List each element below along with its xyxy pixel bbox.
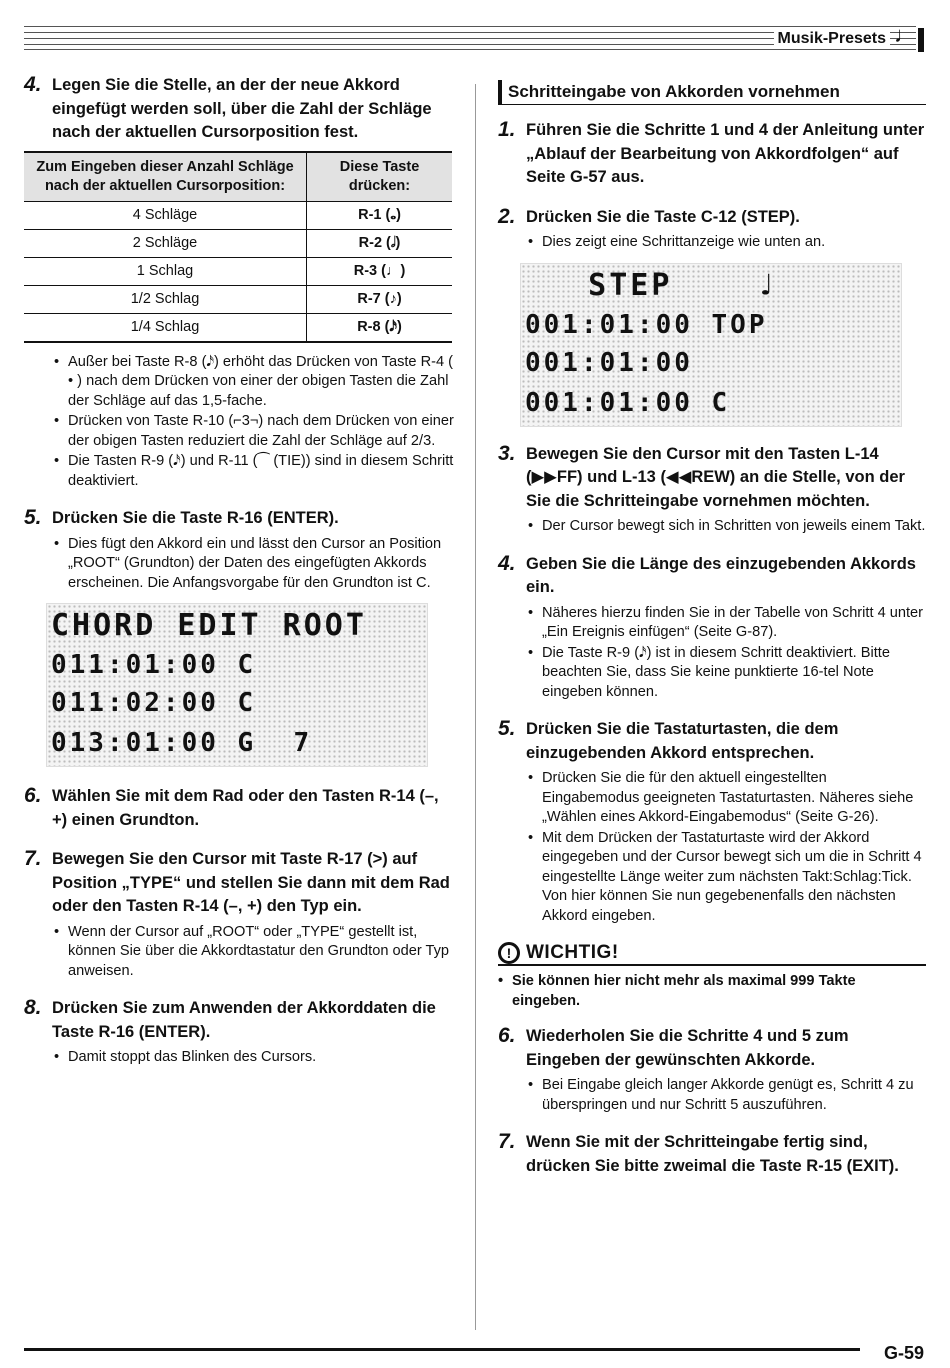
step-title: Wenn Sie mit der Schritteingabe fertig sind, drücken Sie bitte zweimal die Taste R-15 (EXIT). xyxy=(526,1133,899,1175)
left-column xyxy=(24,74,454,1084)
wichtig-text: • Sie können hier nicht mehr als maximal 999 Takte eingeben. xyxy=(498,972,926,1011)
left-step-7 xyxy=(24,848,454,981)
lcd-row: 001:01:00 C xyxy=(525,387,731,418)
bullet-item: • Die Taste R-9 (𝅘𝅥𝅯) ist in diesem Schritt deaktiviert. Bitte beachten Sie, dass Sie keine punktierte 16-tel Note eingeben können. xyxy=(542,644,926,703)
step-title: Drücken Sie die Taste R-16 (ENTER). xyxy=(52,509,339,527)
step-title: Führen Sie die Schritte 1 und 4 der Anleitung unter „Ablauf der Bearbeitung von Akkordfolgen“ auf Seite G-57 aus. xyxy=(526,121,925,186)
step-number: 7. xyxy=(24,847,42,870)
step-title: Legen Sie die Stelle, an der der neue Akkord eingefügt werden soll, über die Zahl der Schläge nach der aktuellen Cursorposition fest. xyxy=(52,76,432,141)
step-number: 1. xyxy=(498,118,516,141)
bullet-item: • Wenn der Cursor auf „ROOT“ oder „TYPE“ gestellt ist, können Sie über die Akkordtastatur den Grundton oder Typ anweisen. xyxy=(68,923,454,982)
right-step-4 xyxy=(498,553,926,703)
table-row xyxy=(24,201,452,229)
step-title: Bewegen Sie den Cursor mit Taste R-17 (>) auf Position „TYPE“ und stellen Sie dann mit dem Rad oder den Tasten R-14 (–, +) den Typ ein. xyxy=(52,850,450,915)
table-header: Zum Eingeben dieser Anzahl Schläge nach der aktuellen Cursorposition: xyxy=(24,152,307,202)
table-row xyxy=(24,285,452,313)
footer-line xyxy=(24,1348,860,1351)
bullet-item: • Dies fügt den Akkord ein und lässt den Cursor an Position „ROOT“ (Grundton) der Daten des eingefügten Akkords erscheinen. Die Anfangsvorgabe für den Grundton ist C. xyxy=(68,535,454,594)
table-cell: 1 Schlag xyxy=(24,257,307,285)
table-cell: 1/4 Schlag xyxy=(24,313,307,342)
left-step-4 xyxy=(24,74,454,491)
step-title: Drücken Sie die Taste C-12 (STEP). xyxy=(526,207,800,226)
lcd-display-chord-edit xyxy=(46,603,428,767)
step-title: Bewegen Sie den Cursor mit den Tasten L-14 (▶▶FF) und L-13 (◀◀REW) an die Stelle, von der Sie die Schritteingabe vornehmen möchten. xyxy=(526,444,905,510)
table-row xyxy=(24,257,452,285)
lcd-display-step xyxy=(520,263,902,427)
bullet-item: • Außer bei Taste R-8 (𝅘𝅥𝅯) erhöht das Drücken von Taste R-4 ( • ) nach dem Drücken von einer der obigen Tasten die Zahl der Schläge auf das 1,5-fache. xyxy=(68,353,454,412)
bullet-item: • Die Tasten R-9 (𝅘𝅥𝅯) und R-11 (⁀ (TIE)) sind in diesem Schritt deaktiviert. xyxy=(68,452,454,491)
column-divider xyxy=(475,84,476,1330)
bullet-item: • Näheres hierzu finden Sie in der Tabelle von Schritt 4 unter „Ein Ereignis einfügen“ (Seite G-87). xyxy=(542,604,926,643)
bullet-item: • Bei Eingabe gleich langer Akkorde genügt es, Schritt 4 zu überspringen und nur Schritt 5 auszuführen. xyxy=(542,1076,926,1115)
step-number: 5. xyxy=(24,506,42,529)
right-step-2 xyxy=(498,206,926,427)
wichtig-box xyxy=(498,942,926,1011)
table-cell: R-2 (𝅗𝅥) xyxy=(307,229,453,257)
lcd-row: 001:01:00 xyxy=(525,347,693,378)
bullet-item: • Der Cursor bewegt sich in Schritten von jeweils einem Takt. xyxy=(542,517,926,537)
table-cell: 1/2 Schlag xyxy=(24,285,307,313)
step-title: Geben Sie die Länge des einzugebenden Akkords ein. xyxy=(526,554,916,596)
left-step-6 xyxy=(24,785,454,832)
step-number: 4. xyxy=(24,73,42,96)
step-number: 5. xyxy=(498,717,516,740)
table-cell: R-1 (𝅝) xyxy=(307,201,453,229)
wichtig-title: WICHTIG! xyxy=(526,942,619,963)
right-step-5 xyxy=(498,718,926,926)
step-number: 6. xyxy=(24,784,42,807)
right-step-7 xyxy=(498,1131,926,1178)
bullet-item: • Drücken von Taste R-10 (⌐3¬) nach dem Drücken von einer der obigen Tasten reduziert die Zahl der Schläge auf 2/3. xyxy=(68,412,454,451)
table-cell: R-3 (♩) xyxy=(307,257,453,285)
table-cell: R-7 (♪) xyxy=(307,285,453,313)
step-number: 3. xyxy=(498,441,516,465)
page-header-title: Musik-Presets xyxy=(774,30,891,48)
step-title: Wiederholen Sie die Schritte 4 und 5 zum Eingeben der gewünschten Akkorde. xyxy=(526,1027,849,1069)
bullet-item: • Mit dem Drücken der Tastaturtaste wird der Akkord eingegeben und der Cursor bewegt sich um die in Schritt 4 eingestellte Länge weiter zum nächsten Takt:Schlag:Tick. Von hier können Sie nun gegebenenfalls den nächsten Akkord eingeben. xyxy=(542,829,926,927)
right-step-3 xyxy=(498,443,926,537)
section-title: Schritteingabe von Akkorden vornehmen xyxy=(498,80,926,105)
warning-icon: ! xyxy=(498,942,520,964)
lcd-row: STEP ♩ xyxy=(525,267,778,303)
step-title: Wählen Sie mit dem Rad oder den Tasten R-14 (–, +) einen Grundton. xyxy=(52,787,439,829)
right-step-1 xyxy=(498,119,926,190)
beats-table xyxy=(24,151,452,343)
lcd-row: 011:02:00 C xyxy=(51,688,257,718)
step-number: 2. xyxy=(498,204,516,228)
table-cell: R-8 (𝅘𝅥𝅯) xyxy=(307,313,453,342)
step-title: Drücken Sie zum Anwenden der Akkorddaten die Taste R-16 (ENTER). xyxy=(52,999,436,1041)
right-column xyxy=(498,74,926,1194)
lcd-row: 011:01:00 C xyxy=(51,650,257,680)
table-row xyxy=(24,229,452,257)
step-number: 6. xyxy=(498,1024,516,1047)
table-row xyxy=(24,313,452,342)
step-number: 7. xyxy=(498,1130,516,1153)
lcd-row: 013:01:00 G 7 xyxy=(51,728,313,758)
left-step-5 xyxy=(24,507,454,767)
right-step-6 xyxy=(498,1025,926,1115)
table-header: Diese Taste drücken: xyxy=(307,152,453,202)
header-bar xyxy=(918,28,924,52)
step-number: 4. xyxy=(498,551,516,575)
lcd-row: 001:01:00 TOP xyxy=(525,309,768,340)
left-step-8 xyxy=(24,997,454,1068)
lcd-row: CHORD EDIT ROOT xyxy=(51,608,367,643)
table-cell: 2 Schläge xyxy=(24,229,307,257)
page-number: G-59 xyxy=(883,1343,924,1363)
note-icon: ♩ xyxy=(894,22,916,47)
bullet-item: • Drücken Sie die für den aktuell eingestellten Eingabemodus geeigneten Tastaturtasten. Näheres siehe „Wählen eines Akkord-Eingabemodus“ (Seite G-26). xyxy=(542,769,926,828)
bullet-item: • Damit stoppt das Blinken des Cursors. xyxy=(68,1048,454,1068)
bullet-item: • Dies zeigt eine Schrittanzeige wie unten an. xyxy=(542,233,926,253)
step-number: 8. xyxy=(24,996,42,1019)
table-cell: 4 Schläge xyxy=(24,201,307,229)
step-title: Drücken Sie die Tastaturtasten, die dem einzugebenden Akkord entsprechen. xyxy=(526,720,839,762)
